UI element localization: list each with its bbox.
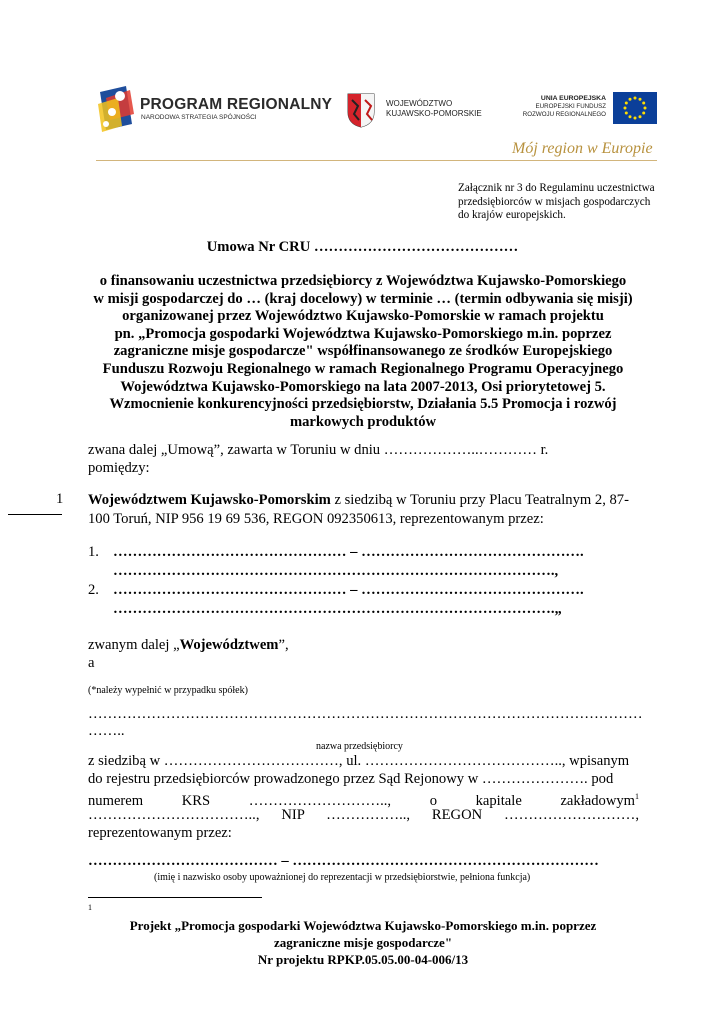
seat-line: z siedzibą w ………………………………, ul. ………………………………….., wpisanym: [88, 753, 630, 769]
voivodeship-coat-of-arms-icon: [346, 92, 376, 128]
program-regionalny-emblem-icon: [96, 84, 136, 134]
nip-line: …………………………….., NIP …………….., REGON ………………………,: [88, 807, 639, 823]
annex-note: Załącznik nr 3 do Regulaminu uczestnictwa przedsiębiorców w misjach gospodarczych do krajów europejskich.: [458, 182, 655, 221]
company-name-line-cont: ……..: [88, 723, 125, 739]
header-divider: [96, 160, 657, 161]
program-subtitle: NARODOWA STRATEGIA SPÓJNOŚCI: [141, 114, 257, 121]
slogan: Mój region w Europie: [512, 140, 653, 157]
signatory-line: ………………………………… – ………………………………………………………: [88, 853, 599, 869]
krs-footnote-ref: 1: [635, 792, 640, 801]
party1-line2: 100 Toruń, NIP 956 19 69 536, REGON 092350613, reprezentowanym przez:: [88, 511, 544, 527]
represented-by: reprezentowanym przez:: [88, 825, 232, 841]
and-label: a: [88, 655, 95, 671]
representative-2: 2. ………………………………………… – ………………………………………. ……………………………………………………………………………….„: [88, 582, 584, 617]
fill-note: (*należy wypełnić w przypadku spółek): [88, 685, 248, 696]
eu-text: UNIA EUROPEJSKA EUROPEJSKI FUNDUSZ ROZWOJU REGIONALNEGO: [522, 95, 606, 118]
program-title: PROGRAM REGIONALNY: [140, 96, 333, 113]
company-caption: nazwa przedsiębiorcy: [316, 741, 403, 752]
company-name-line: ……………………………………………………………………………………………………: [88, 706, 643, 722]
party1-name: Województwem Kujawsko-Pomorskim: [88, 492, 331, 508]
eu-flag-icon: [613, 92, 657, 124]
representative-1: 1. ………………………………………… – ………………………………………. ……………………………………………………………………………….,: [88, 544, 584, 579]
contract-subject: o finansowaniu uczestnictwa przedsiębiorcy z Województwa Kujawsko-Pomorskiego w misji gospodarczej do … (kraj docelowy) w terminie … (termin odbywania się misji) organizowanej przez Województwo Kujawsko-Pomorskie w ramach projektu pn. „Promocja gospodarki Województwa Kujawsko-Pomorskiego m.in. poprzez zagraniczne misje gospodarcze" współfinansowanego ze środków Europejskiego Funduszu Rozwoju Regionalnego w ramach Regionalnego Programu Operacyjnego Województwa Kujawsko-Pomorskiego na lata 2007-2013, Osi priorytetowej 5. Wzmocnienie konkurencyjności przedsiębiorstw, Działania 5.5 Promocja i rozwój markowych produktów: [93, 273, 633, 430]
eu-logo: [522, 92, 657, 126]
register-line: do rejestru przedsiębiorców prowadzonego przez Sąd Rejonowy w …………………. pod: [88, 771, 614, 787]
intro-line: zwana dalej „Umową”, zawarta w Toruniu w dniu ………………..………… r.: [88, 442, 549, 458]
voivodeship-name: WOJEWÓDZTWO KUJAWSKO-POMORSKIE: [386, 99, 482, 118]
krs-line: numerem KRS ……………………….., o kapitale zakładowym$^1$: [88, 792, 640, 809]
footnote-rule: [88, 897, 262, 898]
project-footer: Projekt „Promocja gospodarki Województwa Kujawsko-Pomorskiego m.in. poprzez zagraniczne misje gospodarcze" Nr projektu RPKP.05.05.00-04-006/13: [129, 918, 597, 967]
contract-title: Umowa Nr CRU ……………………………………: [206, 239, 519, 255]
called-line: zwanym dalej „Województwem”,: [88, 637, 289, 653]
footnote-number: 1: [88, 903, 92, 912]
voivodeship-logo: [346, 92, 486, 128]
signatory-caption: (imię i nazwisko osoby upoważnionej do reprezentacji w przedsiębiorstwie, pełniona funkcja): [154, 872, 531, 883]
between-label: pomiędzy:: [88, 460, 150, 476]
party1-line1: Województwem Kujawsko-Pomorskim z siedzibą w Toruniu przy Placu Teatralnym 2, 87-: [88, 492, 629, 508]
margin-rule: [8, 514, 62, 515]
margin-footnote-mark: 1: [56, 491, 64, 507]
program-regionalny-logo: [96, 84, 333, 134]
